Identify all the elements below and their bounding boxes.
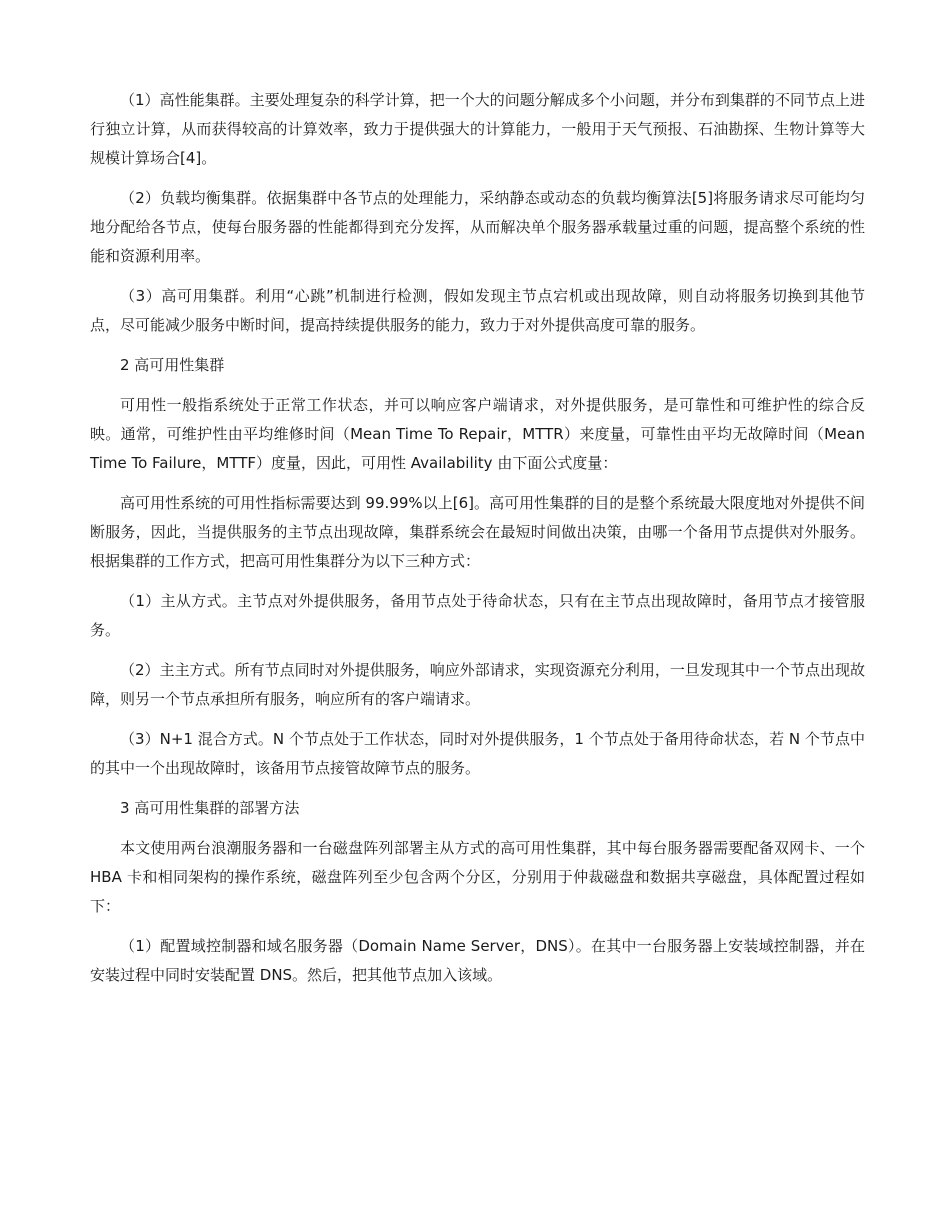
paragraph-availability-definition: 可用性一般指系统处于正常工作状态，并可以响应客户端请求，对外提供服务，是可靠性和可维护性的综合反映。通常，可维护性由平均维修时间（Mean Time To Repair，MTTR）来度量，可靠性由平均无故障时间（Mean Time To Failure，MTTF）度量，因此，可用性 Availability 由下面公式度量：: [90, 396, 865, 472]
paragraph-high-performance-cluster: （1）高性能集群。主要处理复杂的科学计算，把一个大的问题分解成多个小问题，并分布到集群的不同节点上进行独立计算，从而获得较高的计算效率，致力于提供强大的计算能力，一般用于天气预报、石油勘探、生物计算等大规模计算场合[4]。: [90, 91, 865, 167]
document-page: [90, 86, 865, 990]
paragraph-high-availability-cluster: （3）高可用集群。利用“心跳”机制进行检测，假如发现主节点宕机或出现故障，则自动将服务切换到其他节点，尽可能减少服务中断时间，提高持续提供服务的能力，致力于对外提供高度可靠的服务。: [90, 287, 865, 334]
paragraph-load-balancing-cluster: （2）负载均衡集群。依据集群中各节点的处理能力，采纳静态或动态的负载均衡算法[5]将服务请求尽可能均匀地分配给各节点，使每台服务器的性能都得到充分发挥，从而解决单个服务器承载量过重的问题，提高整个系统的性能和资源利用率。: [90, 189, 865, 265]
paragraph-availability-target: 高可用性系统的可用性指标需要达到 99.99%以上[6]。高可用性集群的目的是整个系统最大限度地对外提供不间断服务，因此，当提供服务的主节点出现故障，集群系统会在最短时间做出决策，由哪一个备用节点提供对外服务。根据集群的工作方式，把高可用性集群分为以下三种方式：: [90, 494, 865, 570]
section-heading-3: 3 高可用性集群的部署方法: [120, 799, 300, 817]
section-heading-2: 2 高可用性集群: [120, 356, 225, 374]
paragraph-configure-domain-dns: （1）配置域控制器和域名服务器（Domain Name Server，DNS）。在其中一台服务器上安装域控制器，并在安装过程中同时安装配置 DNS。然后，把其他节点加入该域。: [90, 937, 865, 984]
paragraph-master-master-mode: （2）主主方式。所有节点同时对外提供服务，响应外部请求，实现资源充分利用，一旦发现其中一个节点出现故障，则另一个节点承担所有服务，响应所有的客户端请求。: [90, 661, 865, 708]
paragraph-deployment-overview: 本文使用两台浪潮服务器和一台磁盘阵列部署主从方式的高可用性集群，其中每台服务器需要配备双网卡、一个 HBA 卡和相同架构的操作系统，磁盘阵列至少包含两个分区，分别用于仲裁磁盘和数据共享磁盘，具体配置过程如下：: [90, 839, 865, 915]
paragraph-master-slave-mode: （1）主从方式。主节点对外提供服务，备用节点处于待命状态，只有在主节点出现故障时，备用节点才接管服务。: [90, 592, 865, 639]
paragraph-n-plus-one-mode: （3）N+1 混合方式。N 个节点处于工作状态，同时对外提供服务，1 个节点处于备用待命状态，若 N 个节点中的其中一个出现故障时，该备用节点接管故障节点的服务。: [90, 730, 865, 777]
